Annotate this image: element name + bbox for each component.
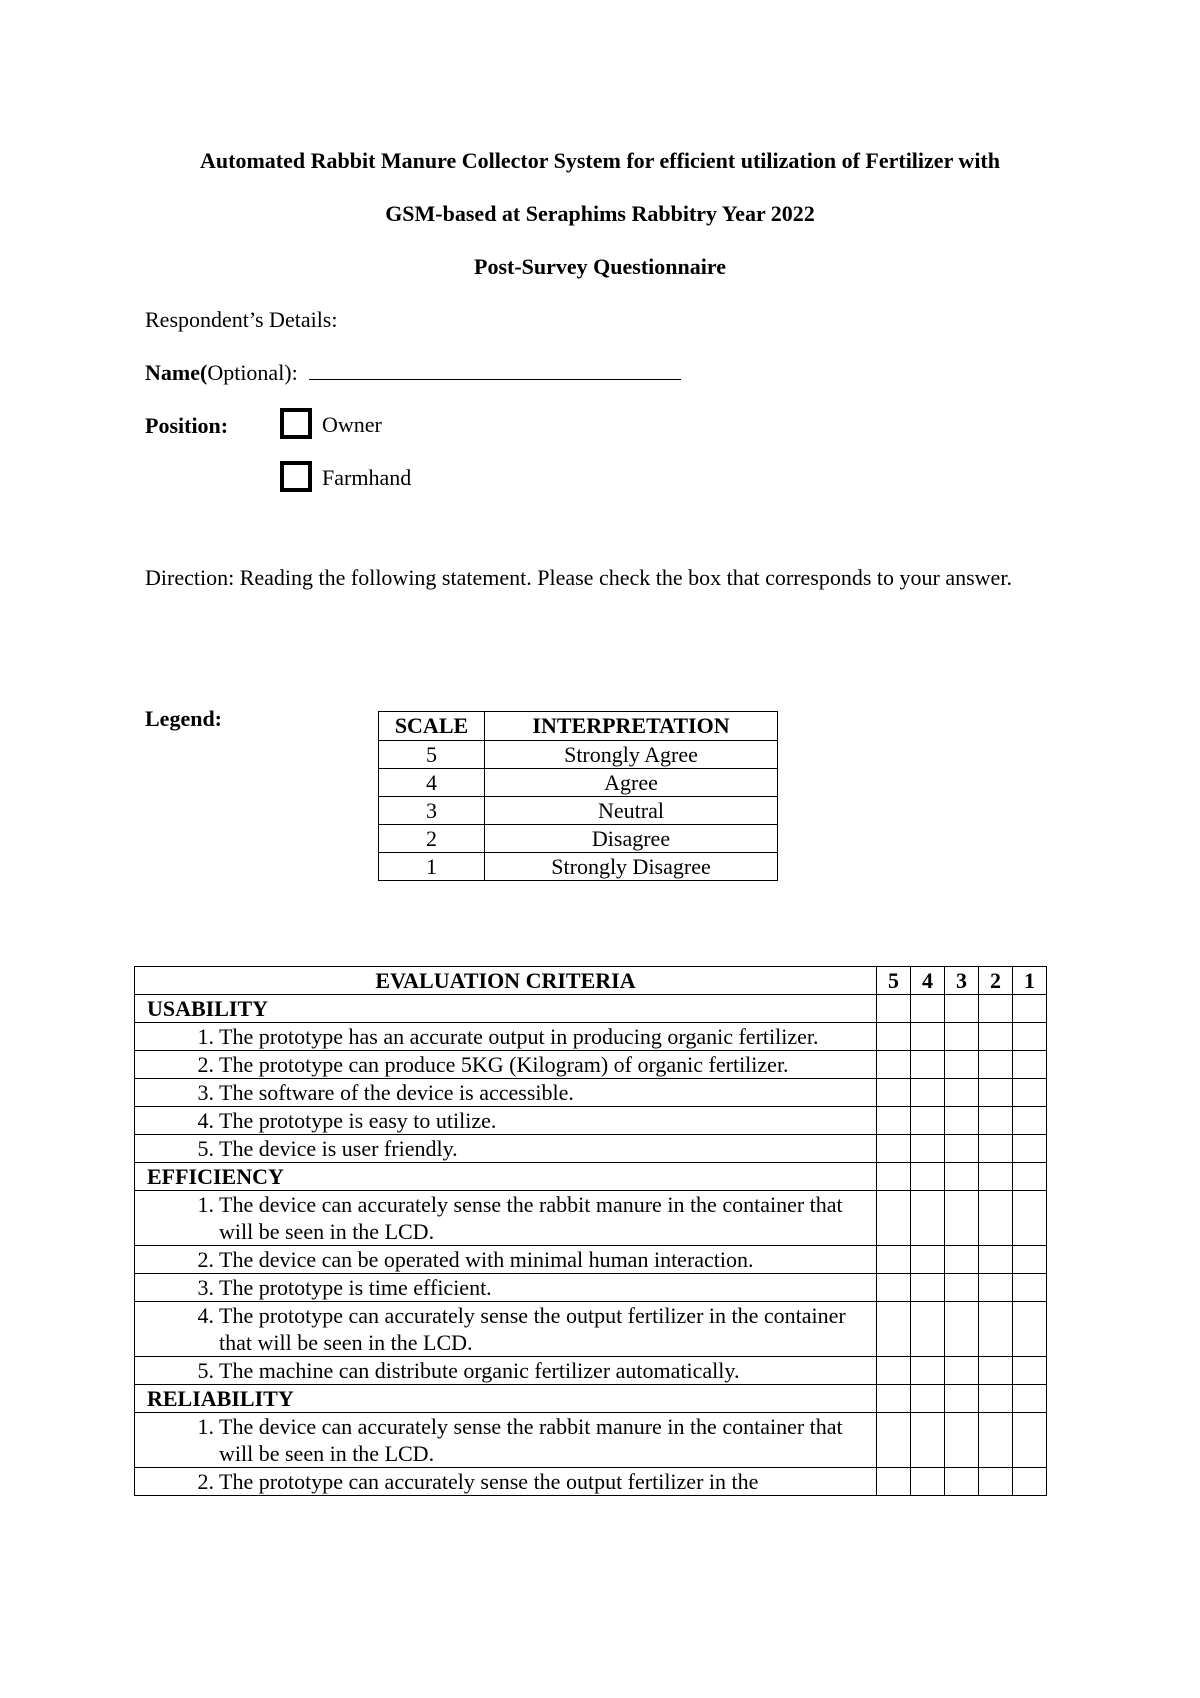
criteria-number: 1.: [197, 1024, 214, 1049]
rating-cell-empty: [979, 1385, 1013, 1413]
name-label: Name(: [145, 360, 208, 385]
legend-interpretation: Disagree: [485, 825, 778, 853]
rating-cell-5[interactable]: [877, 1191, 911, 1246]
criteria-text: The prototype is easy to utilize.: [219, 1108, 497, 1133]
rating-cell-3[interactable]: [945, 1051, 979, 1079]
rating-cell-3[interactable]: [945, 1302, 979, 1357]
rating-cell-5[interactable]: [877, 1107, 911, 1135]
criteria-number: 4.: [197, 1108, 214, 1133]
legend-scale: 4: [379, 769, 485, 797]
criteria-number: 2.: [197, 1052, 214, 1077]
criteria-number: 5.: [197, 1136, 214, 1161]
rating-cell-1[interactable]: [1013, 1107, 1047, 1135]
evaluation-body: [135, 995, 1047, 1496]
criteria-text: The prototype can produce 5KG (Kilogram) of organic fertilizer.: [219, 1052, 789, 1077]
category-row: [135, 1385, 1047, 1413]
rating-cell-5[interactable]: [877, 1079, 911, 1107]
rating-cell-empty: [877, 1163, 911, 1191]
criteria-text: The device can accurately sense the rabbit manure in the container that will be seen in the LCD.: [219, 1414, 843, 1466]
page-title: Post-Survey Questionnaire: [474, 254, 726, 279]
criteria-row: [135, 1274, 1047, 1302]
rating-cell-3[interactable]: [945, 1107, 979, 1135]
category-label: RELIABILITY: [135, 1385, 877, 1413]
scale-header-4: 4: [911, 967, 945, 995]
criteria-row: [135, 1135, 1047, 1163]
rating-cell-4[interactable]: [911, 1246, 945, 1274]
rating-cell-empty: [979, 1163, 1013, 1191]
legend-header-scale: SCALE: [379, 712, 485, 741]
criteria-cell: [135, 1023, 877, 1051]
criteria-cell: [135, 1051, 877, 1079]
rating-cell-3[interactable]: [945, 1468, 979, 1496]
rating-cell-3[interactable]: [945, 1246, 979, 1274]
criteria-row: [135, 1413, 1047, 1468]
rating-cell-2[interactable]: [979, 1051, 1013, 1079]
category-row: [135, 1163, 1047, 1191]
rating-cell-1[interactable]: [1013, 1274, 1047, 1302]
rating-cell-5[interactable]: [877, 1274, 911, 1302]
criteria-text: The prototype can accurately sense the output fertilizer in the container that will be seen in the LCD.: [219, 1303, 846, 1355]
rating-cell-4[interactable]: [911, 1135, 945, 1163]
rating-cell-4[interactable]: [911, 1107, 945, 1135]
farmhand-checkbox[interactable]: [280, 461, 312, 492]
rating-cell-empty: [1013, 995, 1047, 1023]
legend-label: Legend:: [145, 706, 222, 731]
rating-cell-empty: [911, 995, 945, 1023]
rating-cell-1[interactable]: [1013, 1468, 1047, 1496]
rating-cell-empty: [945, 995, 979, 1023]
criteria-number: 1.: [197, 1414, 214, 1439]
scale-header-1: 1: [1013, 967, 1047, 995]
legend-table: [378, 711, 778, 881]
rating-cell-4[interactable]: [911, 1357, 945, 1385]
criteria-cell: [135, 1107, 877, 1135]
rating-cell-4[interactable]: [911, 1051, 945, 1079]
legend-row: [379, 797, 778, 825]
rating-cell-5[interactable]: [877, 1413, 911, 1468]
criteria-text: The software of the device is accessible.: [219, 1080, 574, 1105]
rating-cell-4[interactable]: [911, 1079, 945, 1107]
rating-cell-2[interactable]: [979, 1135, 1013, 1163]
criteria-row: [135, 1023, 1047, 1051]
evaluation-criteria-header: EVALUATION CRITERIA: [135, 967, 877, 995]
criteria-text: The prototype can accurately sense the output fertilizer in the: [219, 1469, 759, 1494]
rating-cell-5[interactable]: [877, 1468, 911, 1496]
name-optional-label: Optional):: [207, 360, 298, 385]
rating-cell-1[interactable]: [1013, 1357, 1047, 1385]
rating-cell-empty: [877, 1385, 911, 1413]
rating-cell-5[interactable]: [877, 1051, 911, 1079]
criteria-cell: [135, 1246, 877, 1274]
legend-scale: 2: [379, 825, 485, 853]
legend-header-row: [379, 712, 778, 741]
rating-cell-empty: [945, 1385, 979, 1413]
rating-cell-2[interactable]: [979, 1274, 1013, 1302]
legend-row: [379, 769, 778, 797]
rating-cell-3[interactable]: [945, 1274, 979, 1302]
criteria-cell: [135, 1357, 877, 1385]
rating-cell-empty: [1013, 1163, 1047, 1191]
criteria-text: The device can accurately sense the rabbit manure in the container that will be seen in the LCD.: [219, 1192, 843, 1244]
legend-interpretation: Agree: [485, 769, 778, 797]
rating-cell-4[interactable]: [911, 1468, 945, 1496]
criteria-cell: [135, 1302, 877, 1357]
criteria-row: [135, 1051, 1047, 1079]
rating-cell-3[interactable]: [945, 1413, 979, 1468]
criteria-cell: [135, 1413, 877, 1468]
criteria-number: 2.: [197, 1469, 214, 1494]
legend-interpretation: Strongly Disagree: [485, 853, 778, 881]
criteria-row: [135, 1191, 1047, 1246]
title-line-1: Automated Rabbit Manure Collector System for efficient utilization of Fertilizer with: [200, 148, 1000, 173]
rating-cell-1[interactable]: [1013, 1135, 1047, 1163]
criteria-row: [135, 1079, 1047, 1107]
legend-row: [379, 741, 778, 769]
legend-row: [379, 825, 778, 853]
rating-cell-1[interactable]: [1013, 1246, 1047, 1274]
rating-cell-4[interactable]: [911, 1274, 945, 1302]
rating-cell-empty: [945, 1163, 979, 1191]
scale-header-5: 5: [877, 967, 911, 995]
criteria-number: 5.: [197, 1358, 214, 1383]
rating-cell-1[interactable]: [1013, 1051, 1047, 1079]
category-row: [135, 995, 1047, 1023]
direction-text: Direction: Reading the following statement. Please check the box that corresponds to your answer.: [145, 565, 1012, 590]
criteria-cell: [135, 1274, 877, 1302]
criteria-row: [135, 1107, 1047, 1135]
rating-cell-5[interactable]: [877, 1246, 911, 1274]
rating-cell-2[interactable]: [979, 1246, 1013, 1274]
rating-cell-1[interactable]: [1013, 1023, 1047, 1051]
criteria-number: 2.: [197, 1247, 214, 1272]
rating-cell-4[interactable]: [911, 1413, 945, 1468]
rating-cell-2[interactable]: [979, 1413, 1013, 1468]
legend-scale: 3: [379, 797, 485, 825]
rating-cell-3[interactable]: [945, 1079, 979, 1107]
name-field-row: [145, 360, 681, 386]
criteria-cell: [135, 1191, 877, 1246]
respondent-details-label: Respondent’s Details:: [145, 307, 338, 332]
legend-interpretation: Strongly Agree: [485, 741, 778, 769]
rating-cell-5[interactable]: [877, 1023, 911, 1051]
name-field[interactable]: [309, 361, 681, 380]
rating-cell-1[interactable]: [1013, 1302, 1047, 1357]
rating-cell-2[interactable]: [979, 1191, 1013, 1246]
rating-cell-5[interactable]: [877, 1135, 911, 1163]
criteria-text: The device can be operated with minimal human interaction.: [219, 1247, 754, 1272]
scale-header-2: 2: [979, 967, 1013, 995]
legend-interpretation: Neutral: [485, 797, 778, 825]
rating-cell-1[interactable]: [1013, 1079, 1047, 1107]
rating-cell-3[interactable]: [945, 1135, 979, 1163]
category-label: USABILITY: [135, 995, 877, 1023]
rating-cell-4[interactable]: [911, 1023, 945, 1051]
owner-checkbox[interactable]: [280, 408, 312, 439]
criteria-row: [135, 1246, 1047, 1274]
rating-cell-4[interactable]: [911, 1191, 945, 1246]
legend-scale: 5: [379, 741, 485, 769]
title-line-2: GSM-based at Seraphims Rabbitry Year 2022: [385, 201, 815, 226]
criteria-row: [135, 1468, 1047, 1496]
criteria-number: 3.: [197, 1275, 214, 1300]
rating-cell-empty: [979, 995, 1013, 1023]
farmhand-option-label: Farmhand: [322, 465, 412, 490]
criteria-text: The device is user friendly.: [219, 1136, 458, 1161]
rating-cell-1[interactable]: [1013, 1191, 1047, 1246]
legend-header-interpretation: INTERPRETATION: [485, 712, 778, 741]
rating-cell-5[interactable]: [877, 1302, 911, 1357]
rating-cell-3[interactable]: [945, 1357, 979, 1385]
evaluation-header-row: [135, 967, 1047, 995]
rating-cell-1[interactable]: [1013, 1413, 1047, 1468]
criteria-text: The prototype is time efficient.: [219, 1275, 492, 1300]
criteria-cell: [135, 1135, 877, 1163]
rating-cell-4[interactable]: [911, 1302, 945, 1357]
criteria-cell: [135, 1468, 877, 1496]
rating-cell-empty: [911, 1163, 945, 1191]
rating-cell-2[interactable]: [979, 1302, 1013, 1357]
rating-cell-2[interactable]: [979, 1107, 1013, 1135]
legend-row: [379, 853, 778, 881]
rating-cell-2[interactable]: [979, 1079, 1013, 1107]
criteria-row: [135, 1302, 1047, 1357]
rating-cell-empty: [911, 1385, 945, 1413]
criteria-number: 3.: [197, 1080, 214, 1105]
rating-cell-2[interactable]: [979, 1023, 1013, 1051]
criteria-cell: [135, 1079, 877, 1107]
legend-scale: 1: [379, 853, 485, 881]
criteria-text: The machine can distribute organic fertilizer automatically.: [219, 1358, 740, 1383]
category-label: EFFICIENCY: [135, 1163, 877, 1191]
rating-cell-5[interactable]: [877, 1357, 911, 1385]
rating-cell-3[interactable]: [945, 1191, 979, 1246]
criteria-row: [135, 1357, 1047, 1385]
rating-cell-3[interactable]: [945, 1023, 979, 1051]
rating-cell-empty: [877, 995, 911, 1023]
rating-cell-empty: [1013, 1385, 1047, 1413]
criteria-number: 1.: [197, 1192, 214, 1217]
criteria-number: 4.: [197, 1303, 214, 1328]
rating-cell-2[interactable]: [979, 1357, 1013, 1385]
criteria-text: The prototype has an accurate output in producing organic fertilizer.: [219, 1024, 819, 1049]
rating-cell-2[interactable]: [979, 1468, 1013, 1496]
owner-option-label: Owner: [322, 412, 382, 437]
evaluation-table: [134, 966, 1047, 1496]
scale-header-3: 3: [945, 967, 979, 995]
position-label: Position:: [145, 413, 229, 438]
